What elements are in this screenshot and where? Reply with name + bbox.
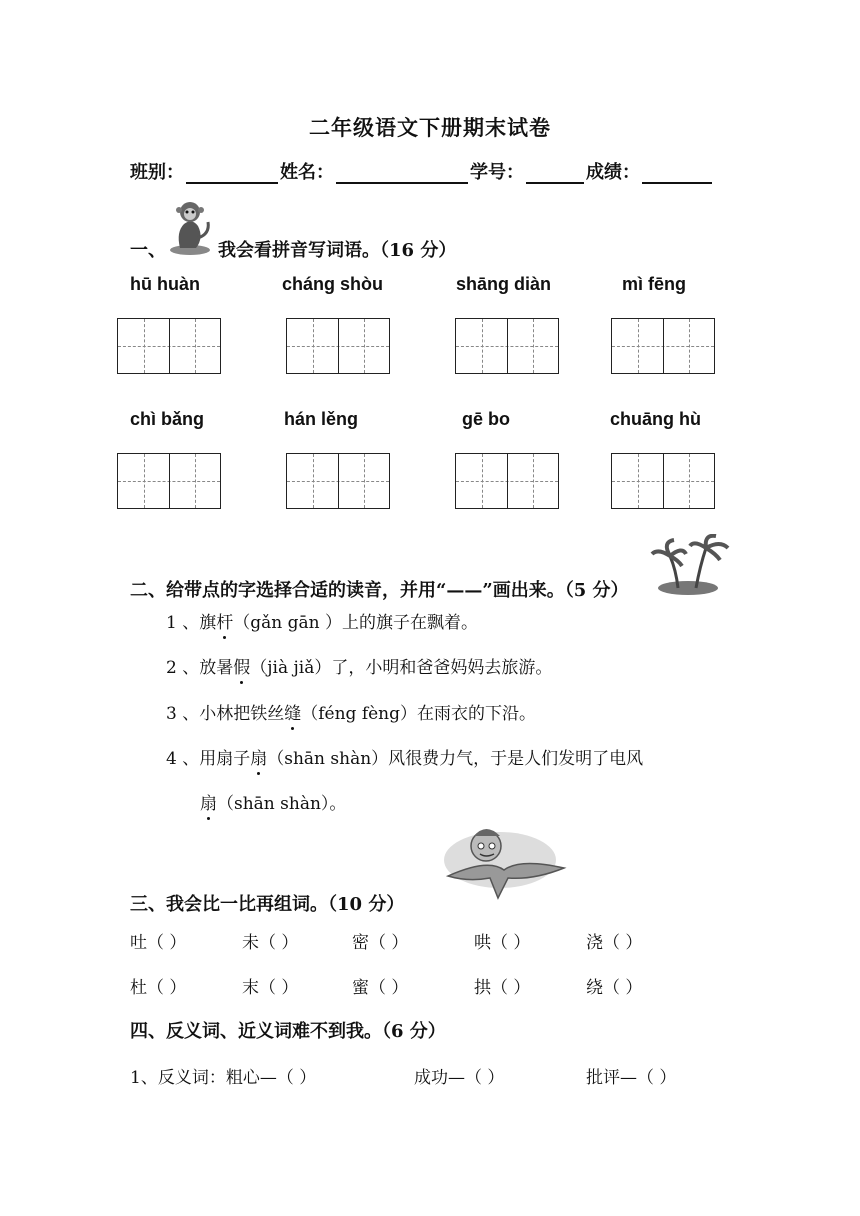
page-title: 二年级语文下册期末试卷	[309, 115, 551, 140]
antonym-item: 1、反义词：粗心—（ ）	[130, 1068, 317, 1088]
class-label: 班别：	[130, 162, 184, 183]
pinyin-1: hū huàn	[130, 274, 200, 294]
section1-title: 我会看拼音写词语。（16 分）	[218, 240, 457, 261]
pinyin-3: shāng diàn	[456, 274, 552, 294]
writing-grid[interactable]	[117, 453, 221, 509]
pinyin-2: cháng shòu	[282, 274, 384, 294]
dotted-character: 扇	[200, 794, 217, 814]
question-2-1: 1 、旗杆（gǎn gān ）上的旗子在飘着。	[166, 613, 478, 633]
monkey-icon	[166, 198, 216, 256]
word-item: 浇（ ）	[586, 933, 643, 953]
question-2-3: 3 、小林把铁丝缝（féng fèng）在雨衣的下沿。	[166, 704, 537, 724]
score-label: 成绩：	[586, 162, 640, 183]
word-item: 杜（ ）	[130, 978, 187, 998]
word-item: 末（ ）	[242, 978, 299, 998]
dotted-character: 假	[233, 658, 251, 678]
writing-grid[interactable]	[611, 453, 715, 509]
class-field[interactable]	[186, 162, 278, 184]
question-2-4-continued: 扇（shān shàn）。	[200, 794, 347, 814]
word-item: 哄（ ）	[474, 933, 531, 953]
writing-grid[interactable]	[117, 318, 221, 374]
antonym-item: 批评—（ ）	[586, 1068, 677, 1088]
section2-title: 二、给带点的字选择合适的读音，并用“——”画出来。（5 分）	[130, 580, 629, 601]
pinyin-5: chì bǎng	[130, 409, 205, 429]
number-field[interactable]	[526, 162, 584, 184]
question-2-4: 4 、用扇子扇（shān shàn）风很费力气，于是人们发明了电风	[166, 749, 644, 769]
writing-grid[interactable]	[455, 453, 559, 509]
name-label: 姓名：	[280, 162, 334, 183]
word-item: 蜜（ ）	[352, 978, 409, 998]
name-field[interactable]	[336, 162, 468, 184]
pinyin-6: hán lěng	[284, 409, 359, 429]
antonym-item: 成功—（ ）	[414, 1068, 505, 1088]
palm-island-icon	[648, 534, 732, 596]
cartoon-bird-icon	[438, 822, 570, 902]
word-item: 未（ ）	[242, 933, 299, 953]
question-2-2: 2 、放暑假（jià jiǎ）了，小明和爸爸妈妈去旅游。	[166, 658, 553, 678]
number-label: 学号：	[470, 162, 524, 183]
section4-title: 四、反义词、近义词难不到我。（6 分）	[130, 1021, 446, 1042]
word-item: 绕（ ）	[586, 978, 643, 998]
writing-grid[interactable]	[286, 453, 390, 509]
writing-grid[interactable]	[611, 318, 715, 374]
word-item: 吐（ ）	[130, 933, 187, 953]
dotted-character: 扇	[250, 749, 268, 769]
student-info	[130, 158, 714, 184]
dotted-character: 缝	[284, 704, 302, 724]
pinyin-4: mì fēng	[622, 274, 687, 294]
pinyin-8: chuāng hù	[610, 409, 701, 429]
score-field[interactable]	[642, 162, 712, 184]
writing-grid[interactable]	[286, 318, 390, 374]
section3-title: 三、我会比一比再组词。（10 分）	[130, 894, 405, 915]
pinyin-7: gē bo	[462, 409, 510, 429]
dotted-character: 杆	[216, 613, 234, 633]
writing-grid[interactable]	[455, 318, 559, 374]
section1-number: 一、	[130, 240, 166, 261]
word-item: 拱（ ）	[474, 978, 531, 998]
word-item: 密（ ）	[352, 933, 409, 953]
